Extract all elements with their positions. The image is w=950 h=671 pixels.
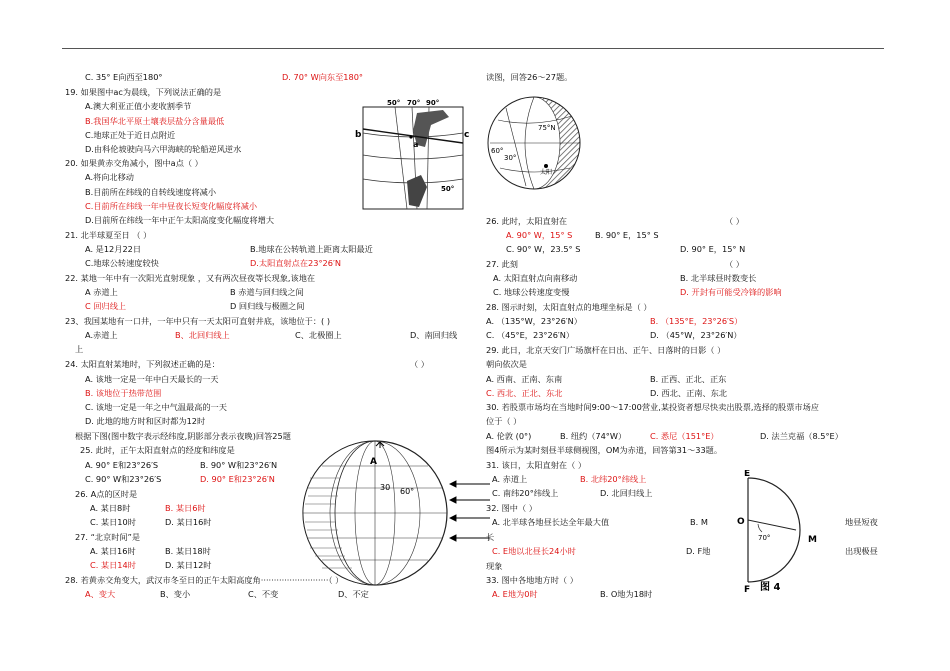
r-q26-option-c: C. 90° W，23.5° S xyxy=(506,244,581,254)
q23-option-c: C、北极圈上 xyxy=(295,330,342,340)
q19-option-c: C.地球正处于近日点附近 xyxy=(85,130,176,140)
q24-option-c: C. 该地一定是一年之中气温最高的一天 xyxy=(85,402,227,412)
fig4-label-angle: 70° xyxy=(758,534,771,542)
q28-left-option-a: A、变大 xyxy=(85,589,116,599)
fig1-label-bottom: 50° xyxy=(441,185,455,193)
q25-option-d: D. 90° E和23°26′N xyxy=(200,474,275,484)
q28-left-stem: 28. 若黄赤交角变大，武汉市冬至日的正午太阳高度角··························（ ） xyxy=(65,575,344,585)
fig1-label-lon3: 90° xyxy=(426,99,440,107)
q28-left-option-d: D、不定 xyxy=(338,589,369,599)
q27-left-option-d: D. 某日12时 xyxy=(165,560,212,570)
fig2-label-sun: 太阳 xyxy=(540,169,553,176)
q26-left-option-b: B. 某日6时 xyxy=(165,503,206,513)
fig4-label-E: E xyxy=(744,470,751,479)
q25-option-c: C. 90° W和23°26′S xyxy=(85,474,162,484)
fig2-label-lon60: 60° xyxy=(491,147,504,155)
q24-stem: 24. 太阳直射某地时，下列叙述正确的是： xyxy=(65,359,220,369)
r-q28-option-a: A. （135°W，23°26′N） xyxy=(486,316,582,326)
q26-left-option-c: C. 某日10时 xyxy=(90,517,136,527)
r-q29-option-d: D. 西北、正南、东北 xyxy=(650,388,728,398)
q21-option-b: B.地球在公转轨道上距离太阳最近 xyxy=(250,244,373,254)
r-q26-option-d: D. 90° E，15° N xyxy=(680,244,746,254)
fig1-label-lon2: 70° xyxy=(407,99,421,107)
fig2-label-lon30: 30° xyxy=(504,154,517,162)
q24-paren: （ ） xyxy=(410,359,429,369)
q22-option-c: C 回归线上 xyxy=(85,301,127,311)
q28-left-option-c: C、不变 xyxy=(248,589,279,599)
q27-left-stem: 27. “北京时间”是 xyxy=(75,532,141,542)
q24-option-b: B. 该地位于热带范围 xyxy=(85,388,162,398)
figure-4-dayside xyxy=(728,470,838,600)
r-q33-option-b: B. O地为18时 xyxy=(600,589,653,599)
fig3-label-A: A xyxy=(370,457,377,467)
q22-option-a: A 赤道上 xyxy=(85,287,118,297)
r-q30-option-d: D. 法兰克福（8.5°E） xyxy=(760,431,843,441)
globe-figure-26 xyxy=(486,88,586,198)
r-q28-option-b: B. （135°E，23°26′S） xyxy=(650,316,743,326)
fig4-caption: 图 4 xyxy=(760,582,781,593)
fig4-label-M: M xyxy=(808,535,817,545)
q20-option-d: D.目前所在纬线一年中正午太阳高度变化幅度将增大 xyxy=(85,215,275,225)
q23-option-a: A.赤道上 xyxy=(85,330,118,340)
r-q31-option-a: A. 赤道上 xyxy=(492,474,528,484)
q19-option-a: A.澳大利亚正值小麦收割季节 xyxy=(85,101,192,111)
r-q29-option-b: B. 正西、正北、正东 xyxy=(650,374,727,384)
r-q27-stem: 27. 此刻 xyxy=(486,259,518,269)
r-intro-31: 图4所示为某时刻昼半球侧视图，OM为赤道，回答第31～33题。 xyxy=(486,445,723,455)
r-q31-option-d: D. 北回归线上 xyxy=(600,488,653,498)
r-q31-option-b: B. 北纬20°纬线上 xyxy=(580,474,647,484)
q22-stem: 22. 某地一年中有一次阳光直射现象 ，又有两次昼夜等长现象,该地在 xyxy=(65,273,316,283)
intro-25: 根据下图(图中数字表示经纬度,阴影部分表示夜晚)回答25题 xyxy=(75,431,291,441)
r-q26-stem: 26. 此时，太阳直射在 xyxy=(486,216,568,226)
r-q32-stem: 32. 图中（ ） xyxy=(486,503,537,513)
fig4-label-O: O xyxy=(737,517,745,527)
r-q27-option-d: D. 开封有可能受冷锋的影响 xyxy=(680,287,782,297)
q27-left-option-a: A. 某日16时 xyxy=(90,546,136,556)
r-q30-option-b: B. 纽约（74°W） xyxy=(560,431,627,441)
r-q29-option-c: C. 西北、正北、东北 xyxy=(486,388,563,398)
r-q32-option-d-3: 现象 xyxy=(486,561,503,571)
r-q30-stem-2: 位于（ ） xyxy=(486,416,522,426)
r-q32-option-b: B. M xyxy=(690,517,708,527)
fig1-label-a: a xyxy=(413,140,419,149)
r-q30-option-a: A. 伦敦 (0°) xyxy=(486,431,532,441)
fig3-label-60: 60° xyxy=(400,487,415,496)
r-q28-stem: 28. 图示时刻，太阳直射点的地理坐标是（ ） xyxy=(486,302,652,312)
q21-option-d: D.太阳直射点在23°26′N xyxy=(250,258,341,268)
map-figure-19 xyxy=(355,95,470,213)
q23-stem: 23、我国某地有一口井，一年中只有一天太阳可直射井底，该地位于：( ) xyxy=(65,316,331,326)
q21-stem: 21. 北半球夏至日 （ ） xyxy=(65,230,152,240)
r-q29-option-a: A. 西南、正南、东南 xyxy=(486,374,563,384)
q24-option-a: A. 该地一定是一年中白天最长的一天 xyxy=(85,374,219,384)
q24-option-d: D. 此地的地方时和区时都为12时 xyxy=(85,416,206,426)
r-q30-option-c: C. 悉尼（151°E） xyxy=(650,431,719,441)
r-q28-option-c: C. （45°E，23°26′N） xyxy=(486,330,575,340)
q25-option-a: A. 90° E和23°26′S xyxy=(85,460,159,470)
r-q32-option-d-2: 出现极昼 xyxy=(845,546,878,556)
fig1-label-lon1: 50° xyxy=(387,99,401,107)
q23-option-b: B、北回归线上 xyxy=(175,330,230,340)
q19-option-d: D.由科伦坡驶向马六甲海峡的轮船逆风逆水 xyxy=(85,144,242,154)
r-q29-stem-2: 朝向依次是 xyxy=(486,359,527,369)
r-intro: 读图，回答26～27题。 xyxy=(486,72,573,82)
q27-left-option-c: C. 某日14时 xyxy=(90,560,136,570)
header-rule xyxy=(62,48,884,49)
r-q27-option-a: A. 太阳直射点向南移动 xyxy=(493,273,578,283)
r-q32-option-c: C. E地以北昼长24小时 xyxy=(492,546,576,556)
r-q31-option-c: C. 南纬20°纬线上 xyxy=(492,488,559,498)
q21-option-c: C.地球公转速度较快 xyxy=(85,258,159,268)
q20-stem: 20. 如果黄赤交角减小，图中a点（ ） xyxy=(65,158,203,168)
r-q32-option-b-3: 长 xyxy=(486,532,495,542)
q26-left-stem: 26. A点的区时是 xyxy=(75,489,138,499)
r-q26-option-b: B. 90° E，15° S xyxy=(595,230,659,240)
q25-option-b: B. 90° W和23°26′N xyxy=(200,460,278,470)
q22-option-b: B 赤道与回归线之间 xyxy=(230,287,304,297)
q20-option-c: C.目前所在纬线一年中昼夜长短变化幅度将减小 xyxy=(85,201,258,211)
fig2-label-lat: 75°N xyxy=(538,124,556,132)
q23-option-d: D、南回归线 xyxy=(410,330,458,340)
r-q33-option-a: A. E地为0时 xyxy=(492,589,538,599)
r-q27-option-c: C. 地球公转速度变慢 xyxy=(493,287,570,297)
q23-tail: 上 xyxy=(75,344,84,354)
fig1-label-b: b xyxy=(355,130,362,140)
r-q27-option-b: B. 北半球昼时数变长 xyxy=(680,273,757,283)
r-q32-option-d: D. F地 xyxy=(686,546,711,556)
q20-option-b: B.目前所在纬线的自转线速度将减小 xyxy=(85,187,217,197)
r-q28-option-d: D. （45°W，23°26′N） xyxy=(650,330,742,340)
q19-option-b: B.我国华北平原土壤表层盐分含量最低 xyxy=(85,116,225,126)
q18-option-d: D. 70° W向东至180° xyxy=(282,72,364,82)
fig3-label-30: 30 xyxy=(380,483,391,492)
r-q30-stem: 30. 若股票市场均在当地时间9:00～17:00营业,某投资者想尽快卖出股票,选择的股票市场应 xyxy=(486,402,819,412)
r-q32-option-b-2: 地昼短夜 xyxy=(845,517,878,527)
q26-left-option-a: A. 某日8时 xyxy=(90,503,131,513)
r-q29-stem: 29. 此日，北京天安门广场旗杆在日出、正午、日落时的日影（ ） xyxy=(486,345,726,355)
q28-left-option-b: B、变小 xyxy=(160,589,191,599)
globe-figure-25 xyxy=(300,438,495,588)
q19-stem: 19. 如果图中ac为晨线，下列说法正确的是 xyxy=(65,87,222,97)
q18-option-c: C. 35° E向西至180° xyxy=(85,72,163,82)
q21-option-a: A. 是12月22日 xyxy=(85,244,142,254)
r-q31-stem: 31. 该日，太阳直射在（ ） xyxy=(486,460,587,470)
q20-option-a: A.将向北移动 xyxy=(85,172,134,182)
r-q32-option-a: A. 北半球各地昼长达全年最大值 xyxy=(492,517,610,527)
r-q27-paren: （ ） xyxy=(725,259,744,269)
q25-stem: 25. 此时，正午太阳直射点的经度和纬度是 xyxy=(80,445,235,455)
r-q26-option-a: A. 90° W，15° S xyxy=(506,230,573,240)
q26-left-option-d: D. 某日16时 xyxy=(165,517,212,527)
fig4-label-F: F xyxy=(744,585,751,595)
r-q33-stem: 33. 图中各地地方时（ ） xyxy=(486,575,578,585)
q22-option-d: D 回归线与极圈之间 xyxy=(230,301,305,311)
fig1-label-c: c xyxy=(464,130,470,140)
q27-left-option-b: B. 某日18时 xyxy=(165,546,211,556)
r-q26-paren: （ ） xyxy=(725,216,744,226)
